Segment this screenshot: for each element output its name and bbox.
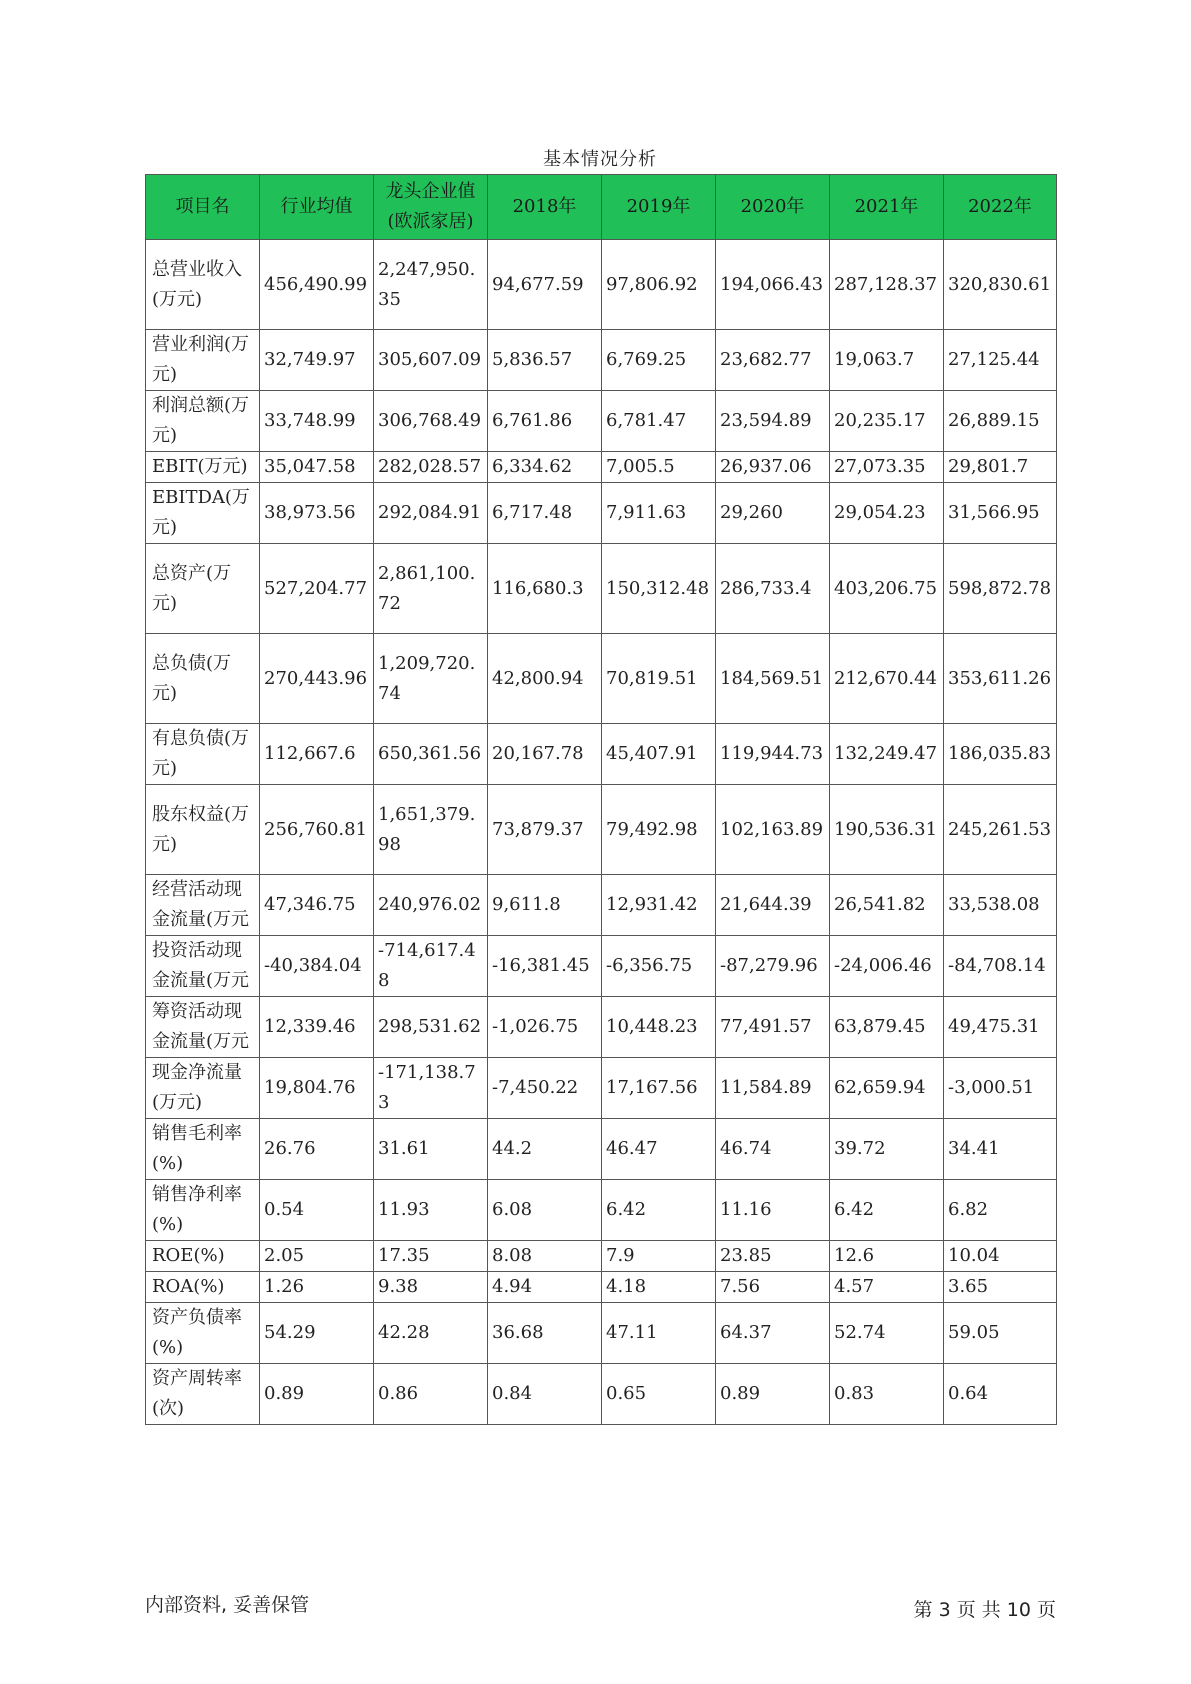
table-cell: 2.05 [260,1241,374,1272]
table-cell: 0.54 [260,1180,374,1241]
financial-table [145,174,1057,1425]
table-cell: 26,541.82 [830,875,944,936]
table-row [146,724,1057,785]
table-cell: -87,279.96 [716,936,830,997]
table-cell: 70,819.51 [602,634,716,724]
row-label: 经营活动现金流量(万元 [146,875,260,936]
table-cell: -714,617.48 [374,936,488,997]
table-cell: 186,035.83 [944,724,1057,785]
table-cell: 6.82 [944,1180,1057,1241]
table-cell: 38,973.56 [260,483,374,544]
table-cell: 1,209,720.74 [374,634,488,724]
table-cell: 212,670.44 [830,634,944,724]
header-cell: 龙头企业值(欧派家居) [374,175,488,240]
table-cell: 23,682.77 [716,330,830,391]
table-cell: 20,235.17 [830,391,944,452]
table-cell: 240,976.02 [374,875,488,936]
header-cell: 2019年 [602,175,716,240]
table-cell: 11.93 [374,1180,488,1241]
table-cell: 7,005.5 [602,452,716,483]
table-row [146,391,1057,452]
table-cell: 353,611.26 [944,634,1057,724]
table-cell: 94,677.59 [488,240,602,330]
table-cell: 17,167.56 [602,1058,716,1119]
table-row [146,1303,1057,1364]
row-label: ROE(%) [146,1241,260,1272]
page-number: 第 3 页 共 10 页 [913,1599,1056,1621]
row-label: 总资产(万元) [146,544,260,634]
table-cell: 8.08 [488,1241,602,1272]
table-cell: 21,644.39 [716,875,830,936]
table-cell: 33,538.08 [944,875,1057,936]
table-cell: 10,448.23 [602,997,716,1058]
table-cell: 32,749.97 [260,330,374,391]
table-cell: 46.74 [716,1119,830,1180]
row-label: 销售毛利率(%) [146,1119,260,1180]
table-cell: 77,491.57 [716,997,830,1058]
table-cell: 19,804.76 [260,1058,374,1119]
table-cell: 12,339.46 [260,997,374,1058]
table-cell: 23,594.89 [716,391,830,452]
row-label: 现金净流量(万元) [146,1058,260,1119]
table-cell: 46.47 [602,1119,716,1180]
table-cell: 112,667.6 [260,724,374,785]
row-label: EBIT(万元) [146,452,260,483]
table-cell: 0.83 [830,1364,944,1425]
table-cell: 35,047.58 [260,452,374,483]
footer-confidential: 内部资料, 妥善保管 [145,1594,310,1616]
row-label: EBITDA(万元) [146,483,260,544]
table-cell: -7,450.22 [488,1058,602,1119]
table-cell: 527,204.77 [260,544,374,634]
table-cell: 20,167.78 [488,724,602,785]
table-cell: 26,937.06 [716,452,830,483]
table-cell: 194,066.43 [716,240,830,330]
table-row [146,1364,1057,1425]
header-cell: 2018年 [488,175,602,240]
table-cell: 190,536.31 [830,785,944,875]
table-cell: -171,138.73 [374,1058,488,1119]
table-cell: 305,607.09 [374,330,488,391]
table-cell: 45,407.91 [602,724,716,785]
table-row [146,330,1057,391]
table-cell: 9.38 [374,1272,488,1303]
table-cell: 456,490.99 [260,240,374,330]
table-cell: 6.42 [602,1180,716,1241]
table-cell: 0.64 [944,1364,1057,1425]
row-label: 有息负债(万元) [146,724,260,785]
header-cell: 行业均值 [260,175,374,240]
table-row [146,785,1057,875]
table-cell: 10.04 [944,1241,1057,1272]
table-cell: 292,084.91 [374,483,488,544]
table-cell: 6,717.48 [488,483,602,544]
table-cell: 2,247,950.35 [374,240,488,330]
table-cell: 26.76 [260,1119,374,1180]
table-row [146,634,1057,724]
table-row [146,875,1057,936]
header-cell: 项目名 [146,175,260,240]
table-cell: 33,748.99 [260,391,374,452]
table-cell: 34.41 [944,1119,1057,1180]
table-cell: 62,659.94 [830,1058,944,1119]
table-cell: 64.37 [716,1303,830,1364]
table-cell: 7,911.63 [602,483,716,544]
row-label: 营业利润(万元) [146,330,260,391]
table-cell: 3.65 [944,1272,1057,1303]
table-cell: 52.74 [830,1303,944,1364]
table-title: 基本情况分析 [543,149,657,170]
table-cell: 2,861,100.72 [374,544,488,634]
table-cell: 17.35 [374,1241,488,1272]
table-cell: 29,801.7 [944,452,1057,483]
table-row [146,1180,1057,1241]
table-cell: 4.57 [830,1272,944,1303]
table-cell: 27,073.35 [830,452,944,483]
table-cell: 116,680.3 [488,544,602,634]
table-cell: 47.11 [602,1303,716,1364]
table-cell: 102,163.89 [716,785,830,875]
table-cell: 403,206.75 [830,544,944,634]
table-cell: 6.08 [488,1180,602,1241]
row-label: 筹资活动现金流量(万元 [146,997,260,1058]
table-row [146,240,1057,330]
table-cell: 287,128.37 [830,240,944,330]
table-cell: 298,531.62 [374,997,488,1058]
table-cell: -40,384.04 [260,936,374,997]
table-cell: 12.6 [830,1241,944,1272]
table-row [146,544,1057,634]
row-label: 资产负债率(%) [146,1303,260,1364]
table-cell: 320,830.61 [944,240,1057,330]
table-cell: 11,584.89 [716,1058,830,1119]
table-cell: 119,944.73 [716,724,830,785]
header-cell: 2022年 [944,175,1057,240]
row-label: 投资活动现金流量(万元 [146,936,260,997]
table-cell: 0.84 [488,1364,602,1425]
table-cell: -84,708.14 [944,936,1057,997]
table-cell: -24,006.46 [830,936,944,997]
table-cell: 42.28 [374,1303,488,1364]
table-cell: 256,760.81 [260,785,374,875]
table-row [146,1058,1057,1119]
table-cell: 4.18 [602,1272,716,1303]
table-cell: 23.85 [716,1241,830,1272]
table-cell: 132,249.47 [830,724,944,785]
table-cell: 54.29 [260,1303,374,1364]
table-cell: 306,768.49 [374,391,488,452]
table-cell: 1.26 [260,1272,374,1303]
table-cell: 36.68 [488,1303,602,1364]
table-row [146,1241,1057,1272]
table-cell: 0.65 [602,1364,716,1425]
table-cell: 270,443.96 [260,634,374,724]
table-cell: 0.89 [260,1364,374,1425]
table-cell: -1,026.75 [488,997,602,1058]
table-row [146,936,1057,997]
table-row [146,452,1057,483]
table-cell: 29,260 [716,483,830,544]
table-cell: 31.61 [374,1119,488,1180]
table-cell: 598,872.78 [944,544,1057,634]
table-body [146,240,1057,1425]
table-cell: 73,879.37 [488,785,602,875]
table-cell: 5,836.57 [488,330,602,391]
table-cell: 19,063.7 [830,330,944,391]
table-cell: 49,475.31 [944,997,1057,1058]
table-row [146,1119,1057,1180]
table-cell: 63,879.45 [830,997,944,1058]
table-cell: 0.89 [716,1364,830,1425]
table-cell: 7.9 [602,1241,716,1272]
table-cell: 6,781.47 [602,391,716,452]
table-cell: 27,125.44 [944,330,1057,391]
header-cell: 2020年 [716,175,830,240]
header-row [146,175,1057,240]
table-cell: 12,931.42 [602,875,716,936]
table-cell: 79,492.98 [602,785,716,875]
table-cell: 286,733.4 [716,544,830,634]
table-cell: 42,800.94 [488,634,602,724]
table-cell: 39.72 [830,1119,944,1180]
table-cell: 59.05 [944,1303,1057,1364]
table-cell: 26,889.15 [944,391,1057,452]
table-cell: 6,769.25 [602,330,716,391]
row-label: 利润总额(万元) [146,391,260,452]
table-cell: 44.2 [488,1119,602,1180]
table-cell: 29,054.23 [830,483,944,544]
table-cell: 1,651,379.98 [374,785,488,875]
table-cell: 150,312.48 [602,544,716,634]
table-cell: 6.42 [830,1180,944,1241]
table-cell: 4.94 [488,1272,602,1303]
table-cell: -3,000.51 [944,1058,1057,1119]
row-label: 总营业收入(万元) [146,240,260,330]
table-cell: 7.56 [716,1272,830,1303]
table-cell: 97,806.92 [602,240,716,330]
row-label: 股东权益(万元) [146,785,260,875]
row-label: 资产周转率(次) [146,1364,260,1425]
row-label: ROA(%) [146,1272,260,1303]
row-label: 销售净利率(%) [146,1180,260,1241]
table-row [146,483,1057,544]
table-cell: 11.16 [716,1180,830,1241]
table-cell: -16,381.45 [488,936,602,997]
table-cell: 6,334.62 [488,452,602,483]
row-label: 总负债(万元) [146,634,260,724]
table-cell: 282,028.57 [374,452,488,483]
header-cell: 2021年 [830,175,944,240]
table-cell: -6,356.75 [602,936,716,997]
table-row [146,997,1057,1058]
table-cell: 184,569.51 [716,634,830,724]
table-cell: 47,346.75 [260,875,374,936]
table-cell: 0.86 [374,1364,488,1425]
table-cell: 9,611.8 [488,875,602,936]
table-row [146,1272,1057,1303]
table-cell: 31,566.95 [944,483,1057,544]
table-cell: 650,361.56 [374,724,488,785]
table-cell: 6,761.86 [488,391,602,452]
table-cell: 245,261.53 [944,785,1057,875]
